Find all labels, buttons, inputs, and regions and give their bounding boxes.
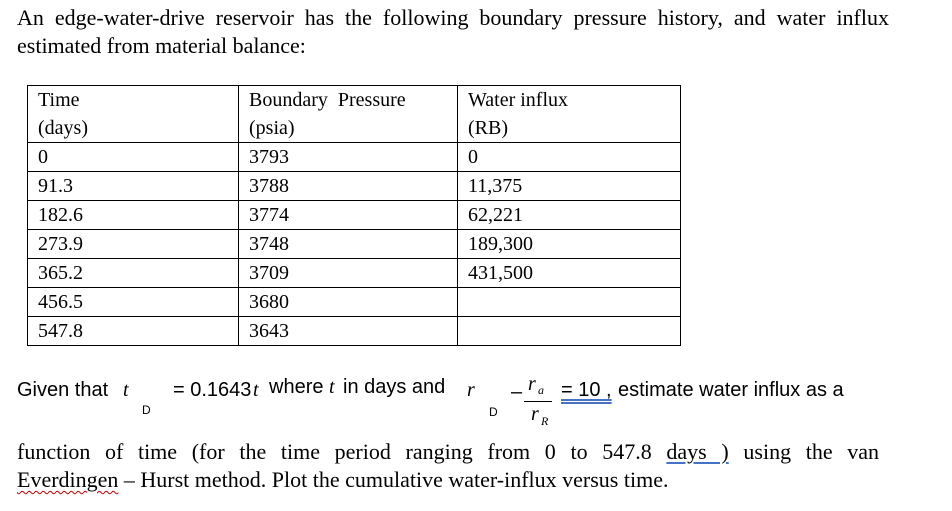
header-pressure xyxy=(239,86,458,143)
time-period-text: function of time (for the time period ranging from 0 to 547.8 xyxy=(17,439,652,464)
cell-time: 365.2 xyxy=(28,259,239,288)
t-variable: t xyxy=(253,379,259,401)
table-row xyxy=(28,172,681,201)
table-header-row xyxy=(28,86,681,143)
cell-influx: 0 xyxy=(458,143,681,172)
cell-pressure: 3709 xyxy=(239,259,458,288)
td-expression: = 0.1643 xyxy=(173,379,252,401)
fraction-bar xyxy=(524,401,552,402)
cell-influx xyxy=(458,288,681,317)
cell-pressure: 3788 xyxy=(239,172,458,201)
minus-sign: – xyxy=(511,381,523,403)
in-days-and-text: in days and xyxy=(343,376,446,398)
header-time xyxy=(28,86,239,143)
cell-time: 273.9 xyxy=(28,230,239,259)
everdingen-word: Everdingen xyxy=(17,467,119,492)
table-row xyxy=(28,230,681,259)
cell-influx xyxy=(458,317,681,346)
header-influx-label: Water influx xyxy=(468,89,569,111)
t-symbol: t xyxy=(123,379,129,401)
pressure-history-table xyxy=(27,85,681,346)
ra-numerator: r xyxy=(528,373,536,395)
cell-pressure: 3793 xyxy=(239,143,458,172)
rr-denominator: r xyxy=(531,403,539,425)
cell-pressure: 3774 xyxy=(239,201,458,230)
instructions-line-2 xyxy=(17,466,879,494)
header-influx-unit: (RB) xyxy=(468,117,508,139)
cell-influx: 431,500 xyxy=(458,259,681,288)
cell-time: 91.3 xyxy=(28,172,239,201)
where-text: where xyxy=(269,376,324,398)
problem-intro: An edge-water-drive reservoir has the following boundary pressure history, and water influx estimated from material balance: xyxy=(17,5,889,58)
cell-pressure: 3680 xyxy=(239,288,458,317)
cell-time: 182.6 xyxy=(28,201,239,230)
cell-time: 456.5 xyxy=(28,288,239,317)
cell-influx: 11,375 xyxy=(458,172,681,201)
header-pressure-label: Boundary Pressure xyxy=(249,89,406,111)
cell-influx: 62,221 xyxy=(458,201,681,230)
cell-time: 0 xyxy=(28,143,239,172)
header-pressure-unit: (psia) xyxy=(249,117,295,139)
ratio-value: = 10 , xyxy=(561,379,612,401)
header-time-unit: (days) xyxy=(38,117,88,139)
problem-instructions xyxy=(17,438,879,494)
r-subscript: D xyxy=(489,405,498,419)
method-rest-text: – Hurst method. Plot the cumulative water-influx versus time. xyxy=(118,467,669,492)
table-row xyxy=(28,201,681,230)
table-row xyxy=(28,288,681,317)
days-unit: days ) xyxy=(666,439,729,464)
r-symbol: r xyxy=(467,379,475,401)
cell-pressure: 3643 xyxy=(239,317,458,346)
method-lead-text: using the van xyxy=(743,439,880,464)
t-subscript: D xyxy=(142,403,151,417)
table-row xyxy=(28,259,681,288)
cell-influx: 189,300 xyxy=(458,230,681,259)
estimate-text: estimate water influx as a xyxy=(618,379,844,401)
given-that-text: Given that xyxy=(17,379,109,401)
header-time-label: Time xyxy=(38,89,80,111)
given-equation xyxy=(17,375,897,435)
rr-subscript: R xyxy=(541,414,549,428)
cell-time: 547.8 xyxy=(28,317,239,346)
t-in-symbol: t xyxy=(329,376,335,398)
cell-pressure: 3748 xyxy=(239,230,458,259)
ra-subscript: a xyxy=(538,383,544,397)
table-row xyxy=(28,143,681,172)
instructions-line-1 xyxy=(17,438,879,466)
header-influx xyxy=(458,86,681,143)
table-row xyxy=(28,317,681,346)
